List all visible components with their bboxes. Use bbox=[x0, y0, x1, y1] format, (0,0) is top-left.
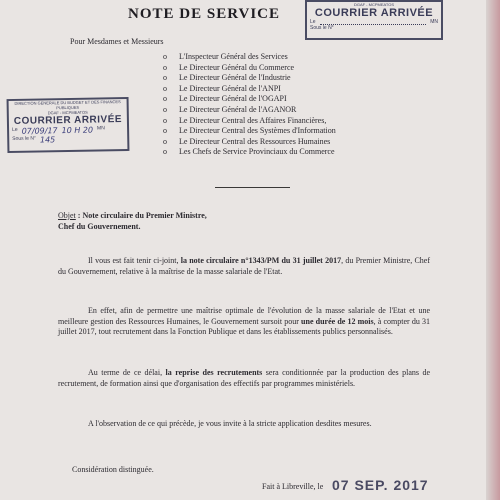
separator-rule bbox=[215, 187, 290, 188]
subject-label: Objet bbox=[58, 211, 76, 220]
recipient: Le Directeur Central des Affaires Financières, bbox=[179, 115, 327, 125]
bullet-icon: o bbox=[163, 73, 167, 83]
bold-run: la note circulaire n°1343/PM du 31 juillet 2017 bbox=[180, 256, 342, 265]
document-title: NOTE DE SERVICE bbox=[128, 6, 281, 22]
stamp-direction: DIRECTION GENERALE DU BUDGET ET DES FINANCES PUBLIQUES bbox=[14, 99, 121, 111]
recipient: Le Directeur Général de l'Industrie bbox=[179, 73, 291, 83]
subject-text: : Note circulaire du Premier Ministre, bbox=[75, 211, 207, 220]
stamp-sous-le: Sous le N° bbox=[310, 25, 334, 31]
text-run: Il vous est fait tenir ci-joint, bbox=[88, 256, 181, 265]
place-date-line: Fait à Libreville, le bbox=[262, 482, 324, 491]
paragraph-2 bbox=[58, 306, 430, 338]
recipient: L'Inspecteur Général des Services bbox=[179, 52, 288, 61]
courier-arrival-stamp-top bbox=[305, 0, 443, 40]
stamp-label: COURRIER ARRIVÉE bbox=[314, 7, 434, 19]
recipient-list bbox=[163, 52, 336, 158]
bullet-icon: o bbox=[163, 83, 167, 93]
handwritten-date: 07/09/17 bbox=[21, 126, 58, 136]
list-item bbox=[163, 137, 336, 148]
bullet-icon: o bbox=[163, 147, 167, 157]
stamp-le: Le bbox=[310, 19, 316, 25]
paragraph-3 bbox=[58, 368, 430, 389]
text-run: Au terme de ce délai, bbox=[88, 368, 166, 377]
bullet-icon: o bbox=[163, 104, 167, 114]
text-run: En effet, afin de permettre une maîtrise optimale de l'évolution de la masse salariale de l'Etat et une meilleure gestion des Ressources Humaines, le Gouvernement sursoit pour bbox=[58, 306, 430, 326]
stamp-header: DGAF - MCPMEATOS bbox=[353, 2, 395, 7]
stamp-le: Le bbox=[12, 126, 18, 133]
list-item bbox=[163, 63, 336, 74]
recipient: Le Directeur Général de l'ANPI bbox=[179, 83, 281, 93]
recipient: Le Directeur Général de l'AGANOR bbox=[179, 104, 297, 114]
bullet-icon: o bbox=[163, 115, 167, 125]
subject-line-1 bbox=[58, 210, 207, 221]
text-run: , à compter du 31 juillet 2017, tout recrutement dans la Fonction Publique et dans les établissements publics personnalisés. bbox=[58, 316, 430, 337]
bullet-icon: o bbox=[163, 62, 167, 72]
courier-arrival-stamp-left bbox=[7, 97, 130, 153]
list-item bbox=[163, 84, 336, 95]
bullet-icon: o bbox=[163, 126, 167, 136]
bullet-icon: o bbox=[163, 136, 167, 146]
stamp-number-row bbox=[9, 134, 127, 145]
text-run: , du Premier Ministre, Chef du Gouvernement, relative à la maîtrise de la masse salariale de l'Etat. bbox=[58, 256, 431, 276]
list-item bbox=[163, 52, 336, 63]
stamp-mn: MN bbox=[96, 125, 105, 132]
closing-formula: Considération distinguée. bbox=[72, 465, 154, 474]
bold-run: une durée de 12 mois bbox=[301, 316, 374, 326]
stamp-number-row bbox=[307, 25, 441, 31]
stamp-date-blank bbox=[320, 19, 427, 25]
bold-run: la reprise des recrutements bbox=[165, 368, 263, 377]
list-item bbox=[163, 126, 336, 137]
stamp-header: DGAF - MCPMEATOS bbox=[47, 109, 88, 116]
handwritten-number: 145 bbox=[39, 135, 56, 145]
paragraph-4: A l'observation de ce qui précède, je vous invite à la stricte application desdites mesures. bbox=[88, 419, 372, 428]
date-stamp: 07 SEP. 2017 bbox=[332, 477, 429, 493]
subject-block bbox=[58, 210, 207, 232]
list-item bbox=[163, 147, 336, 158]
recipient: Le Directeur Général de l'OGAPI bbox=[179, 94, 287, 104]
recipient: Le Directeur Général du Commerce bbox=[179, 62, 295, 72]
paragraph-1 bbox=[58, 256, 430, 277]
list-item bbox=[163, 105, 336, 116]
recipient: Les Chefs de Service Provinciaux du Commerce bbox=[179, 147, 335, 157]
bullet-icon: o bbox=[163, 52, 167, 61]
salutation: Pour Mesdames et Messieurs bbox=[70, 37, 164, 46]
stamp-label: COURRIER ARRIVÉE bbox=[13, 114, 123, 127]
recipient: Le Directeur Central des Systèmes d'Information bbox=[179, 126, 336, 136]
subject-line-2: Chef du Gouvernement. bbox=[58, 222, 141, 231]
bullet-icon: o bbox=[163, 94, 167, 104]
list-item bbox=[163, 73, 336, 84]
stamp-sous-le: Sous le N° bbox=[12, 135, 36, 142]
list-item bbox=[163, 116, 336, 127]
recipient: Le Directeur Central des Ressources Humaines bbox=[179, 136, 331, 146]
page-edge bbox=[486, 0, 500, 500]
list-item bbox=[163, 94, 336, 105]
text-run: sera conditionnée par la production des plans de recrutement, de formation ainsi que d'organisation des effectifs par programmes ministériels. bbox=[58, 368, 431, 388]
stamp-mn: MN bbox=[430, 19, 438, 25]
handwritten-time: 10 H 20 bbox=[61, 125, 94, 136]
